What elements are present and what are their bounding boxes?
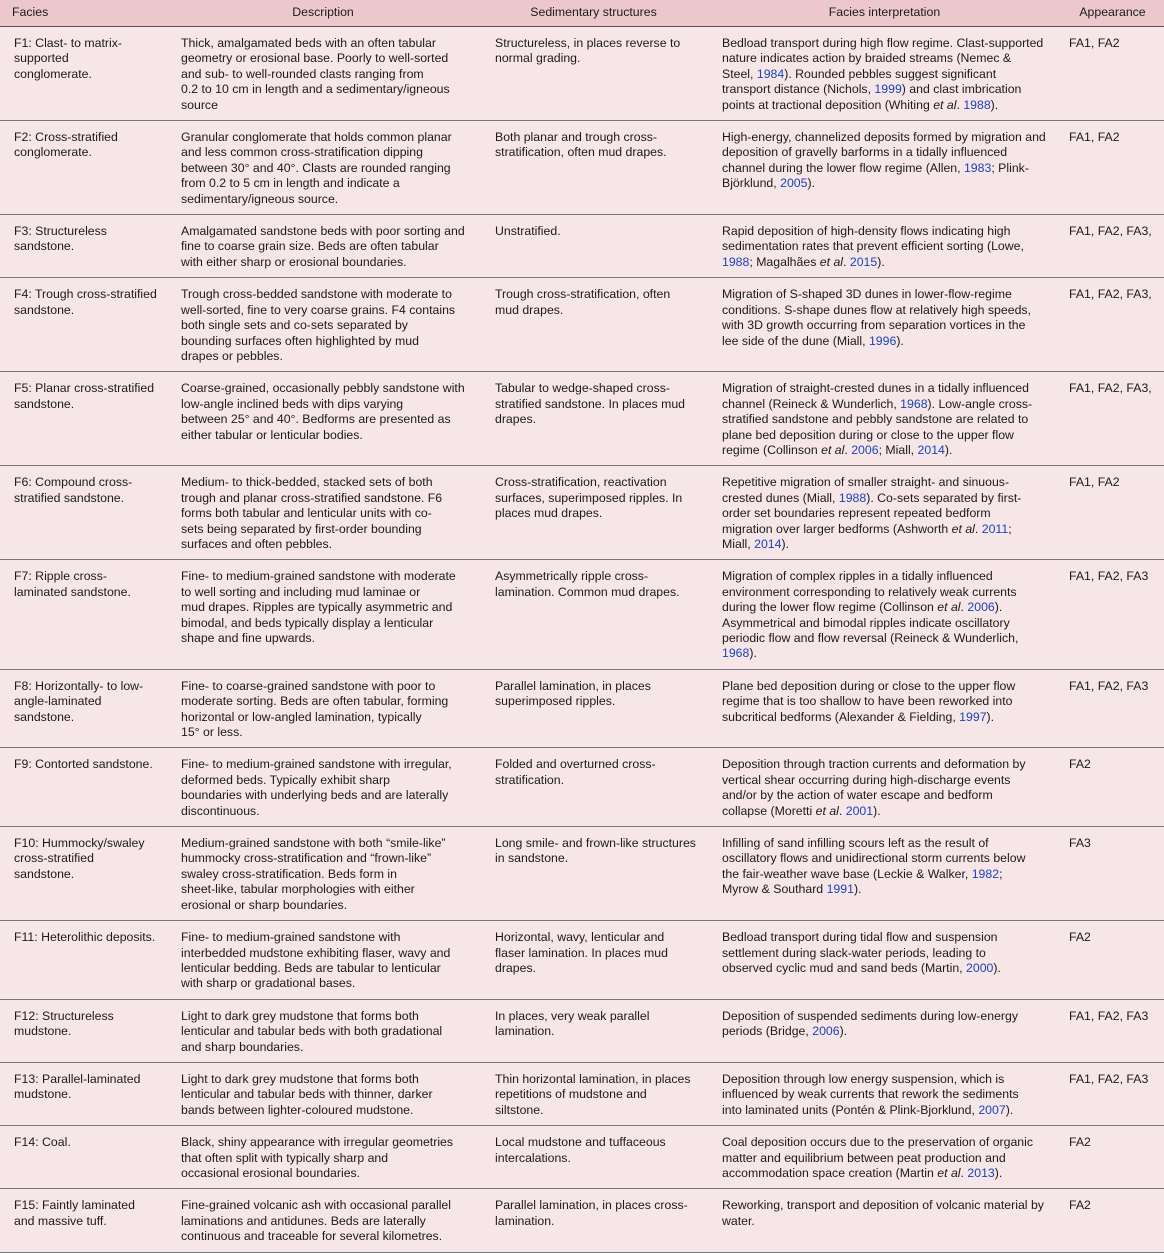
description-cell: Trough cross-bedded sandstone with moderate to well-sorted, fine to very coarse grains. F4 contains both single sets and co-sets separated by bounding surfaces often highlighted by mud drapes or pebbles. [167,278,479,372]
structures-cell: Thin horizontal lamination, in places repetitions of mudstone and siltstone. [479,1062,708,1125]
citation-link[interactable]: 2014 [917,442,945,457]
interpretation-text: ). [993,960,1001,975]
structures-cell: Long smile- and frown-like structures in sandstone. [479,827,708,921]
italic-text: et al [937,600,961,615]
interpretation-cell [708,827,1061,921]
table-row [0,748,1164,827]
interpretation-cell [708,999,1061,1062]
appearance-cell: FA1, FA2, FA3 [1061,669,1164,748]
appearance-cell: FA1, FA2, FA3 [1061,1062,1164,1125]
appearance-cell: FA1, FA2, FA3, [1061,278,1164,372]
italic-text: et al [815,803,839,818]
interpretation-text: . [960,1165,968,1180]
table-row [0,1189,1164,1252]
interpretation-text: ; Myrow & Southard [722,866,1003,897]
facies-cell: F5: Planar cross-stratified sandstone. [0,372,167,466]
structures-cell: Trough cross-stratification, often mud drapes. [479,278,708,372]
interpretation-text: ). [781,536,789,551]
table-header-row [0,0,1164,27]
appearance-cell: FA2 [1061,1126,1164,1189]
facies-cell: F15: Faintly laminated and massive tuff. [0,1189,167,1252]
italic-text: et al [819,254,844,269]
italic-text: et al [937,1165,961,1180]
interpretation-cell [708,215,1061,278]
description-cell: Fine- to medium-grained sandstone with irregular, deformed beds. Typically exhibit sharp boundaries with underlying beds and are laterally discontinuous. [167,748,479,827]
interpretation-text: Migration of complex ripples in a tidally influenced environment corresponding to relatively weak currents during the lower flow regime (Collinson [722,569,1017,615]
structures-cell: Cross-stratification, reactivation surfaces, superimposed ripples. In places mud drapes. [479,466,708,560]
interpretation-text: High-energy, channelized deposits formed by migration and deposition of gravelly barforms in a tidally influenced channel during the lower flow regime (Allen, [722,130,1046,175]
interpretation-text: . [960,600,968,615]
interpretation-text: ). Rounded pebbles suggest significant transport distance (Nichols, [722,66,997,97]
citation-link[interactable]: 1997 [959,709,987,724]
description-cell: Coarse-grained, occasionally pebbly sandstone with low-angle inclined beds with dips varying between 25° and 40°. Bedforms are presented as either tabular or lenticular bodies. [167,372,479,466]
structures-cell: In places, very weak parallel lamination. [479,999,708,1062]
interpretation-text: Infilling of sand infilling scours left as the result of oscillatory flows and unidirectional storm currents below the fair-weather wave base (Leckie & Walker, [722,836,1026,881]
appearance-cell: FA2 [1061,1189,1164,1252]
citation-link[interactable]: 1988 [838,490,867,505]
citation-link[interactable]: 1991 [826,882,854,897]
interpretation-text: ). Co-sets separated by first- order set boundaries represent repeated bedform migration over larger bedforms (Ashworth [722,490,1022,536]
table-row [0,466,1164,560]
interpretation-text: ). [877,254,885,269]
description-cell: Fine- to coarse-grained sandstone with poor to moderate sorting. Beds are often tabular, forming horizontal or low-angled lamination, typically 15° or less. [167,669,479,748]
structures-cell: Parallel lamination, in places cross- lamination. [479,1189,708,1252]
interpretation-text: . [843,254,850,269]
interpretation-text: Bedload transport during tidal flow and suspension settlement during slack-water periods, leading to observed cyclic mud and sand beds (Martin, [722,930,998,975]
table-row [0,372,1164,466]
structures-cell: Folded and overturned cross- stratification. [479,748,708,827]
description-cell: Fine- to medium-grained sandstone with interbedded mudstone exhibiting flaser, wavy and lenticular bedding. Beds are tabular to lenticular with sharp or gradational bases. [167,921,479,1000]
header-description: Description [167,0,479,27]
header-appearance: Appearance [1061,0,1164,27]
interpretation-text: . [838,803,846,818]
description-cell: Black, shiny appearance with irregular geometries that often split with typically sharp and occasional erosional boundaries. [167,1126,479,1189]
facies-cell: F14: Coal. [0,1126,167,1189]
interpretation-text: Reworking, transport and deposition of volcanic material by water. [722,1198,1044,1228]
facies-cell: F13: Parallel-laminated mudstone. [0,1062,167,1125]
interpretation-text: Deposition through traction currents and deformation by vertical shear occurring during high-discharge events and/or by the action of water escape and bedform collapse (Moretti [722,757,1026,818]
citation-link[interactable]: 2014 [754,536,782,551]
interpretation-cell [708,669,1061,748]
structures-cell: Both planar and trough cross- stratification, often mud drapes. [479,121,708,215]
interpretation-text: ; Plink- Björklund, [722,160,1029,191]
facies-cell: F9: Contorted sandstone. [0,748,167,827]
interpretation-text: ). [873,803,881,818]
citation-link[interactable]: 1988 [963,97,991,112]
interpretation-text: Migration of S-shaped 3D dunes in lower-flow-regime conditions. S-shape dunes flow at relatively high speeds, with 3D growth occurring from separation vortices in the lee side of the dune (Miall, [722,287,1031,348]
interpretation-text: ). [944,442,953,457]
interpretation-cell [708,921,1061,1000]
table-row [0,121,1164,215]
interpretation-text: ). [749,646,757,661]
interpretation-cell [708,121,1061,215]
interpretation-text: ; Magalhães [749,254,820,269]
interpretation-text: Bedload transport during high flow regime. Clast-supported nature indicates action by braided streams (Nemec & Steel, [722,36,1044,81]
interpretation-text: Coal deposition occurs due to the preservation of organic matter and equilibrium between peat production and accommodation space creation (Martin [722,1135,1034,1180]
appearance-cell: FA1, FA2 [1061,466,1164,560]
header-interpretation: Facies interpretation [708,0,1061,27]
table-row [0,27,1164,121]
interpretation-text: ). [994,1165,1003,1180]
structures-cell: Structureless, in places reverse to normal grading. [479,27,708,121]
interpretation-text: Rapid deposition of high-density flows indicating high sedimentation rates that prevent efficient sorting (Lowe, [722,224,1024,254]
citation-link[interactable]: 1982 [971,866,1000,881]
table-row [0,1126,1164,1189]
interpretation-cell [708,27,1061,121]
description-cell: Granular conglomerate that holds common planar and less common cross-stratification dipping between 30° and 40°. Clasts are rounded ranging from 0.2 to 5 cm in length and indicate a sedimentary/igneous source. [167,121,479,215]
description-cell: Light to dark grey mudstone that forms both lenticular and tabular beds with both gradational and sharp boundaries. [167,999,479,1062]
citation-link[interactable]: 1988 [722,254,750,269]
interpretation-text: ). [990,97,999,112]
header-structures: Sedimentary structures [479,0,708,27]
citation-link[interactable]: 1983 [963,160,992,175]
interpretation-cell [708,560,1061,669]
interpretation-text: . [956,97,964,112]
description-cell: Amalgamated sandstone beds with poor sorting and fine to coarse grain size. Beds are often tabular with either sharp or erosional boundaries. [167,215,479,278]
interpretation-text: ). [896,333,904,348]
description-cell: Fine- to medium-grained sandstone with moderate to well sorting and including mud laminae or mud drapes. Ripples are typically asymmetric and bimodal, and beds typically display a lenticular shape and fine upwards. [167,560,479,669]
facies-cell: F3: Structureless sandstone. [0,215,167,278]
interpretation-text: ). [839,1024,848,1039]
citation-link[interactable]: 2011 [981,521,1009,536]
interpretation-cell [708,1126,1061,1189]
description-cell: Thick, amalgamated beds with an often tabular geometry or erosional base. Poorly to well-sorted and sub- to well-rounded clasts ranging from 0.2 to 10 cm in length and a sedimentary/igneous source [167,27,479,121]
structures-cell: Unstratified. [479,215,708,278]
facies-cell: F12: Structureless mudstone. [0,999,167,1062]
italic-text: et al [821,442,845,457]
citation-link[interactable]: 2006 [812,1024,840,1039]
table-row [0,921,1164,1000]
interpretation-text: . [844,442,852,457]
interpretation-text: Deposition through low energy suspension, which is influenced by weak currents that rework the sediments into laminated units (Pontén & Plink-Bjorklund, [722,1071,1019,1117]
citation-link[interactable]: 1999 [874,82,902,97]
interpretation-text: ). [807,176,815,191]
citation-link[interactable]: 2006 [967,600,995,615]
description-cell: Light to dark grey mudstone that forms both lenticular and tabular beds with thinner, darker bands between lighter-coloured mudstone. [167,1062,479,1125]
facies-cell: F8: Horizontally- to low- angle-laminated sandstone. [0,669,167,748]
description-cell: Fine-grained volcanic ash with occasional parallel laminations and antidunes. Beds are laterally continuous and traceable for several kilometres. [167,1189,479,1252]
interpretation-text: ). Asymmetrical and bimodal ripples indicate oscillatory periodic flow and flow reversal (Reineck & Wunderlich, [722,600,1019,645]
header-facies: Facies [0,0,167,27]
appearance-cell: FA1, FA2, FA3 [1061,999,1164,1062]
appearance-cell: FA1, FA2, FA3, [1061,215,1164,278]
interpretation-cell [708,372,1061,466]
structures-cell: Tabular to wedge-shaped cross- stratified sandstone. In places mud drapes. [479,372,708,466]
interpretation-text: ) and clast imbrication points at tractional deposition (Whiting [722,82,1022,112]
table-row [0,999,1164,1062]
facies-cell: F4: Trough cross-stratified sandstone. [0,278,167,372]
citation-link[interactable]: 2006 [851,442,879,457]
interpretation-text: . [974,521,982,536]
appearance-cell: FA1, FA2 [1061,27,1164,121]
appearance-cell: FA2 [1061,748,1164,827]
structures-cell: Asymmetrically ripple cross- lamination. Common mud drapes. [479,560,708,669]
table-row [0,560,1164,669]
interpretation-text: ; Miall, [878,442,918,457]
interpretation-cell [708,278,1061,372]
table-row [0,278,1164,372]
description-cell: Medium- to thick-bedded, stacked sets of both trough and planar cross-stratified sandstone. F6 forms both tabular and lenticular units with co- sets being separated by first-order bounding surfaces and often pebbles. [167,466,479,560]
italic-text: et al [933,97,957,112]
interpretation-cell [708,466,1061,560]
citation-link[interactable]: 1968 [722,646,750,661]
table-row [0,1062,1164,1125]
table-row [0,669,1164,748]
description-cell: Medium-grained sandstone with both “smile-like” hummocky cross-stratification and “frown-like” swaley cross-stratification. Beds form in sheet-like, tabular morphologies with either erosional or sharp boundaries. [167,827,479,921]
structures-cell: Horizontal, wavy, lenticular and flaser lamination. In places mud drapes. [479,921,708,1000]
citation-link[interactable]: 2000 [966,960,994,975]
appearance-cell: FA1, FA2, FA3 [1061,560,1164,669]
facies-cell: F6: Compound cross- stratified sandstone. [0,466,167,560]
facies-cell: F7: Ripple cross- laminated sandstone. [0,560,167,669]
table-row [0,827,1164,921]
facies-cell: F10: Hummocky/swaley cross-stratified sandstone. [0,827,167,921]
appearance-cell: FA2 [1061,921,1164,1000]
interpretation-text: ; Miall, [722,521,1012,551]
interpretation-text: ). [986,709,995,724]
facies-cell: F1: Clast- to matrix- supported conglomerate. [0,27,167,121]
interpretation-text: ). [853,882,862,897]
interpretation-text: ). Low-angle cross- stratified sandstone and pebbly sandstone are related to plane bed deposition during or close to the upper flow regime (Collinson [722,396,1033,457]
appearance-cell: FA1, FA2, FA3, [1061,372,1164,466]
interpretation-text: Repetitive migration of smaller straight- and sinuous- crested dunes (Miall, [722,475,1010,505]
citation-link[interactable]: 2005 [780,176,808,191]
interpretation-cell [708,1189,1061,1252]
interpretation-text: Plane bed deposition during or close to the upper flow regime that is too shallow to have been reworked into subcritical bedforms (Alexander & Fielding, [722,678,1016,724]
appearance-cell: FA1, FA2 [1061,121,1164,215]
interpretation-text: Deposition of suspended sediments during low-energy periods (Bridge, [722,1008,1018,1039]
interpretation-text: ). [1005,1102,1014,1117]
citation-link[interactable]: 2001 [845,803,874,818]
citation-link[interactable]: 2015 [849,254,878,269]
structures-cell: Local mudstone and tuffaceous intercalations. [479,1126,708,1189]
italic-text: et al [951,521,975,536]
citation-link[interactable]: 2007 [978,1102,1006,1117]
table-row [0,215,1164,278]
interpretation-text: Migration of straight-crested dunes in a tidally influenced channel (Reineck & Wunderlich, [722,381,1029,411]
facies-cell: F11: Heterolithic deposits. [0,921,167,1000]
interpretation-cell [708,748,1061,827]
structures-cell: Parallel lamination, in places superimposed ripples. [479,669,708,748]
citation-link[interactable]: 1996 [868,333,897,348]
appearance-cell: FA3 [1061,827,1164,921]
citation-link[interactable]: 2013 [967,1165,995,1180]
table-body [0,27,1164,1253]
citation-link[interactable]: 1968 [900,396,928,411]
facies-cell: F2: Cross-stratified conglomerate. [0,121,167,215]
citation-link[interactable]: 1984 [756,66,785,81]
interpretation-cell [708,1062,1061,1125]
